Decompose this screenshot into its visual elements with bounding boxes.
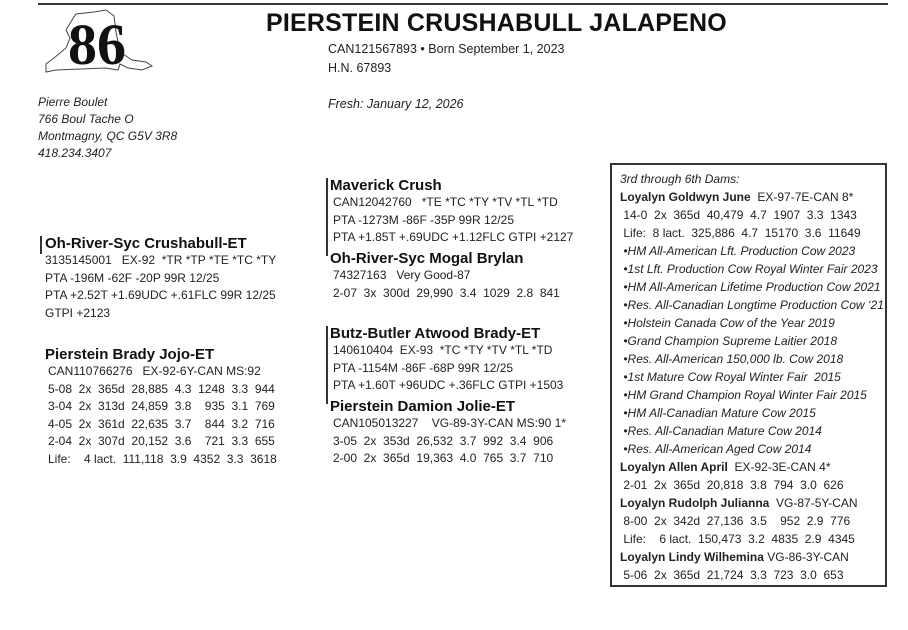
top-rule <box>38 3 888 5</box>
dam-sire-line: PTA -1154M -86F -68P 99R 12/25 <box>333 360 514 375</box>
sire-sire-line: PTA +1.85T +.69UDC +1.12FLC GTPI +2127 <box>333 230 574 245</box>
dam-side-bracket <box>326 326 328 404</box>
consignor-street: 766 Boul Tache O <box>38 112 134 126</box>
award-line: •Res. All-Canadian Mature Cow 2014 <box>620 424 822 438</box>
record-line: Life: 6 lact. 150,473 3.2 4835 2.9 4345 <box>620 532 855 546</box>
fresh-date: Fresh: January 12, 2026 <box>328 97 464 111</box>
dam-dam-line: 2-00 2x 365d 19,363 4.0 765 3.7 710 <box>333 451 554 466</box>
dam-dam-block <box>330 398 566 468</box>
record-line: 5-06 2x 365d 21,724 3.3 723 3.0 653 <box>620 568 844 582</box>
record-line: 2-01 2x 365d 20,818 3.8 794 3.0 626 <box>620 478 844 492</box>
award-line: •Res. All-Canadian Longtime Production Cow ‘21 <box>620 298 884 312</box>
sire-dam-block <box>330 250 560 302</box>
award-line: •HM All-American Lft. Production Cow 2023 <box>620 244 856 258</box>
ancestor-dam-name-line <box>620 494 884 512</box>
award-line: •HM Grand Champion Royal Winter Fair 2015 <box>620 388 867 402</box>
sire-sire-line: CAN12042760 *TE *TC *TY *TV *TL *TD <box>333 195 558 209</box>
sire-dam-name: Oh-River-Syc Mogal Brylan <box>330 250 524 267</box>
sire-sire-name: Maverick Crush <box>330 177 442 194</box>
ancestor-dams-heading: 3rd through 6th Dams: <box>620 172 740 186</box>
sire-side-bracket <box>326 178 328 256</box>
award-line: •1st Lft. Production Cow Royal Winter Fair 2023 <box>620 262 878 276</box>
award-line: •Holstein Canada Cow of the Year 2019 <box>620 316 835 330</box>
sire-sire-block <box>330 177 573 247</box>
sire-sire-line: PTA -1273M -86F -35P 99R 12/25 <box>333 212 514 227</box>
dam-dam-name: Pierstein Damion Jolie-ET <box>330 398 516 415</box>
dam-name: Pierstein Brady Jojo-ET <box>45 346 215 363</box>
dam-sire-block <box>330 325 563 395</box>
sire-name: Oh-River-Syc Crushabull-ET <box>45 235 247 252</box>
sire-bracket <box>40 236 42 254</box>
award-line: •1st Mature Cow Royal Winter Fair 2015 <box>620 370 841 384</box>
sire-block <box>45 235 276 322</box>
ancestor-dam-name: Loyalyn Lindy Wilhemina <box>620 550 764 564</box>
dam-block <box>45 346 277 469</box>
dam-sire-name: Butz-Butler Atwood Brady-ET <box>330 325 541 342</box>
record-line: 14-0 2x 365d 40,479 4.7 1907 3.3 1343 <box>620 208 857 222</box>
dam-dam-line: CAN105013227 VG-89-3Y-CAN MS:90 1* <box>333 416 567 430</box>
dam-sire-line: PTA +1.60T +96UDC +.36FLC GTPI +1503 <box>333 378 564 393</box>
dam-line: 2-04 2x 307d 20,152 3.6 721 3.3 655 <box>48 434 275 449</box>
ancestor-dam-name: Loyalyn Rudolph Julianna <box>620 496 770 510</box>
herd-number: H.N. 67893 <box>328 61 392 75</box>
sire-line: PTA -196M -62F -20P 99R 12/25 <box>45 270 220 285</box>
lot-number: 86 <box>68 12 126 77</box>
award-line: •HM All-Canadian Mature Cow 2015 <box>620 406 816 420</box>
award-line: •Grand Champion Supreme Laitier 2018 <box>620 334 837 348</box>
dam-line: 4-05 2x 361d 22,635 3.7 844 3.2 716 <box>48 416 275 431</box>
registration-line: CAN121567893 • Born September 1, 2023 <box>328 42 565 56</box>
dam-line: CAN110766276 EX-92-6Y-CAN MS:92 <box>48 364 261 378</box>
sire-line: PTA +2.52T +1.69UDC +.61FLC 99R 12/25 <box>45 288 276 303</box>
consignor-block <box>38 94 177 162</box>
consignor-phone: 418.234.3407 <box>38 146 112 160</box>
ancestor-dam-name: Loyalyn Allen April <box>620 460 728 474</box>
award-line: •HM All-American Lifetime Production Cow 2021 <box>620 280 881 294</box>
dam-line: 5-08 2x 365d 28,885 4.3 1248 3.3 944 <box>48 381 275 396</box>
ancestor-dam-classification: EX-97-7E-CAN 8* <box>750 190 854 204</box>
sire-dam-line: 2-07 3x 300d 29,990 3.4 1029 2.8 841 <box>333 285 560 300</box>
ancestor-dam-name-line <box>620 188 884 206</box>
sire-line: 3135145001 EX-92 *TR *TP *TE *TC *TY <box>45 253 277 267</box>
dam-line: Life: 4 lact. 111,118 3.9 4352 3.3 3618 <box>48 451 277 466</box>
sire-line: GTPI +2123 <box>45 305 111 320</box>
ancestor-dam-classification: VG-86-3Y-CAN <box>763 550 849 564</box>
animal-name: PIERSTEIN CRUSHABULL JALAPENO <box>266 9 727 37</box>
ancestor-dam-name: Loyalyn Goldwyn June <box>620 190 751 204</box>
dam-dam-line: 3-05 2x 353d 26,532 3.7 992 3.4 906 <box>333 433 554 448</box>
award-line: •Res. All-American Aged Cow 2014 <box>620 442 812 456</box>
consignor-name: Pierre Boulet <box>38 95 108 109</box>
ancestor-dam-classification: EX-92-3E-CAN 4* <box>727 460 831 474</box>
ancestor-dams-list <box>620 170 884 584</box>
ancestor-dam-name-line <box>620 548 884 566</box>
consignor-city: Montmagny, QC G5V 3R8 <box>38 129 178 143</box>
record-line: 8-00 2x 342d 27,136 3.5 952 2.9 776 <box>620 514 851 528</box>
ancestor-dam-classification: VG-87-5Y-CAN <box>769 496 858 510</box>
dam-sire-line: 140610404 EX-93 *TC *TY *TV *TL *TD <box>333 343 553 357</box>
dam-line: 3-04 2x 313d 24,859 3.8 935 3.1 769 <box>48 399 275 414</box>
sire-dam-line: 74327163 Very Good-87 <box>333 268 471 282</box>
award-line: •Res. All-American 150,000 lb. Cow 2018 <box>620 352 844 366</box>
ancestor-dam-name-line <box>620 458 884 476</box>
record-line: Life: 8 lact. 325,886 4.7 15170 3.6 11649 <box>620 226 861 240</box>
